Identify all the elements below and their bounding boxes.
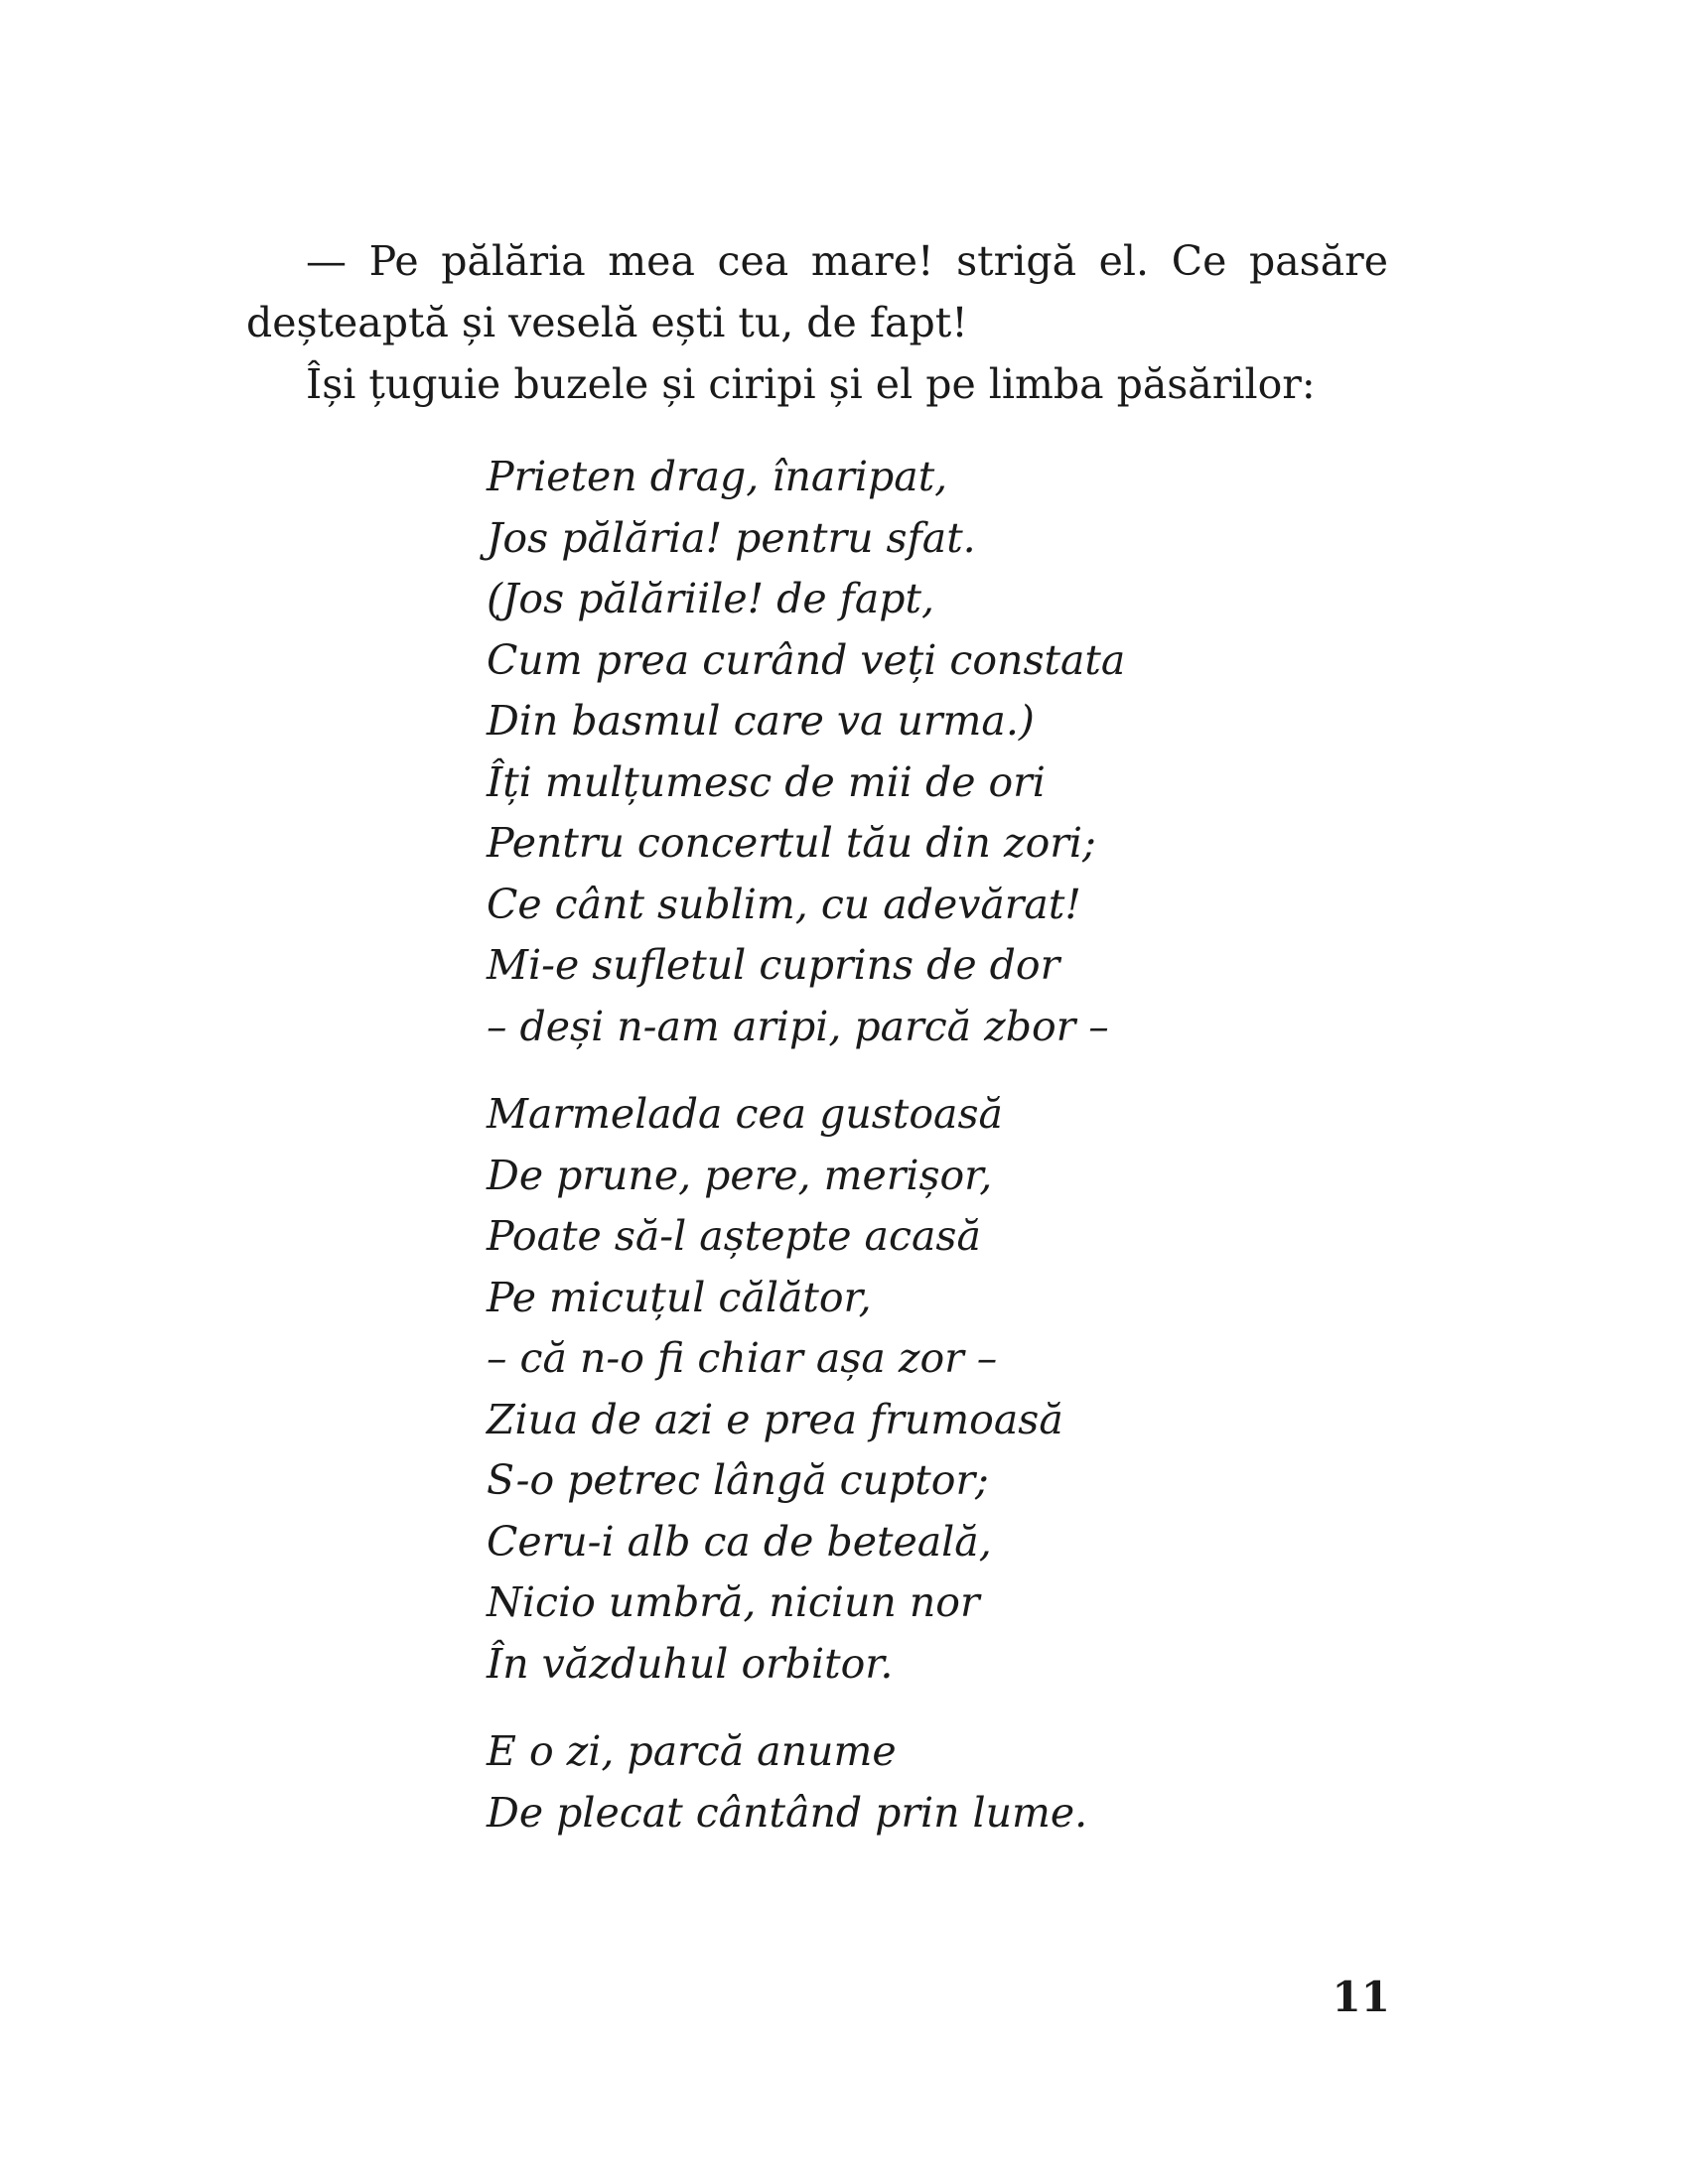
- poem-line: Poate să-l aștepte acasă: [487, 1212, 981, 1260]
- prose-paragraph-narration: Își țuguie buzele și ciripi și el pe limba păsărilor:: [306, 360, 1316, 408]
- poem-line: Din basmul care va urma.): [487, 697, 1035, 745]
- poem-stanza-2: [487, 1084, 1125, 1695]
- poem-line: Mi-e sufletul cuprins de dor: [487, 941, 1060, 989]
- poem-line: De prune, pere, merișor,: [487, 1151, 993, 1199]
- poem-line: În văzduhul orbitor.: [487, 1639, 894, 1688]
- poem-line: De plecat cântând prin lume.: [487, 1788, 1088, 1837]
- poem-line: E o zi, parcă anume: [487, 1727, 897, 1775]
- poem-line: Pentru concertul tău din zori;: [487, 819, 1096, 867]
- poem-line: Jos pălăria! pentru sfat.: [487, 513, 976, 562]
- page-number: 11: [1332, 1973, 1390, 2021]
- poem-line: – că n-o fi chiar așa zor –: [487, 1334, 998, 1382]
- prose-text: [246, 230, 1388, 415]
- poem-line: Prieten drag, înaripat,: [487, 453, 948, 500]
- poem-line: Pe micuțul călător,: [487, 1273, 872, 1321]
- poem-line: Nicio umbră, niciun nor: [487, 1578, 980, 1626]
- poem-line: Marmelada cea gustoasă: [487, 1090, 1003, 1138]
- poem-line: Ce cânt sublim, cu adevărat!: [487, 880, 1081, 928]
- poem-line: Ceru-i alb ca de beteală,: [487, 1517, 992, 1566]
- poem-stanza-3: [487, 1721, 1125, 1843]
- poem-line: (Jos pălăriile! de fapt,: [487, 575, 935, 622]
- poem-stanza-1: [487, 447, 1125, 1057]
- poem-line: S-o petrec lângă cuptor;: [487, 1456, 989, 1504]
- prose-paragraph-dialogue: — Pe pălăria mea cea mare! strigă el. Ce pasăre deșteaptă și veselă ești tu, de fapt!: [246, 237, 1388, 346]
- poem-line: Cum prea curând veți constata: [487, 635, 1126, 684]
- poem-line: – deși n-am aripi, parcă zbor –: [487, 1002, 1109, 1050]
- poem: [487, 447, 1125, 1843]
- poem-line: Ziua de azi e prea frumoasă: [487, 1395, 1063, 1443]
- poem-line: Îți mulțumesc de mii de ori: [487, 757, 1046, 806]
